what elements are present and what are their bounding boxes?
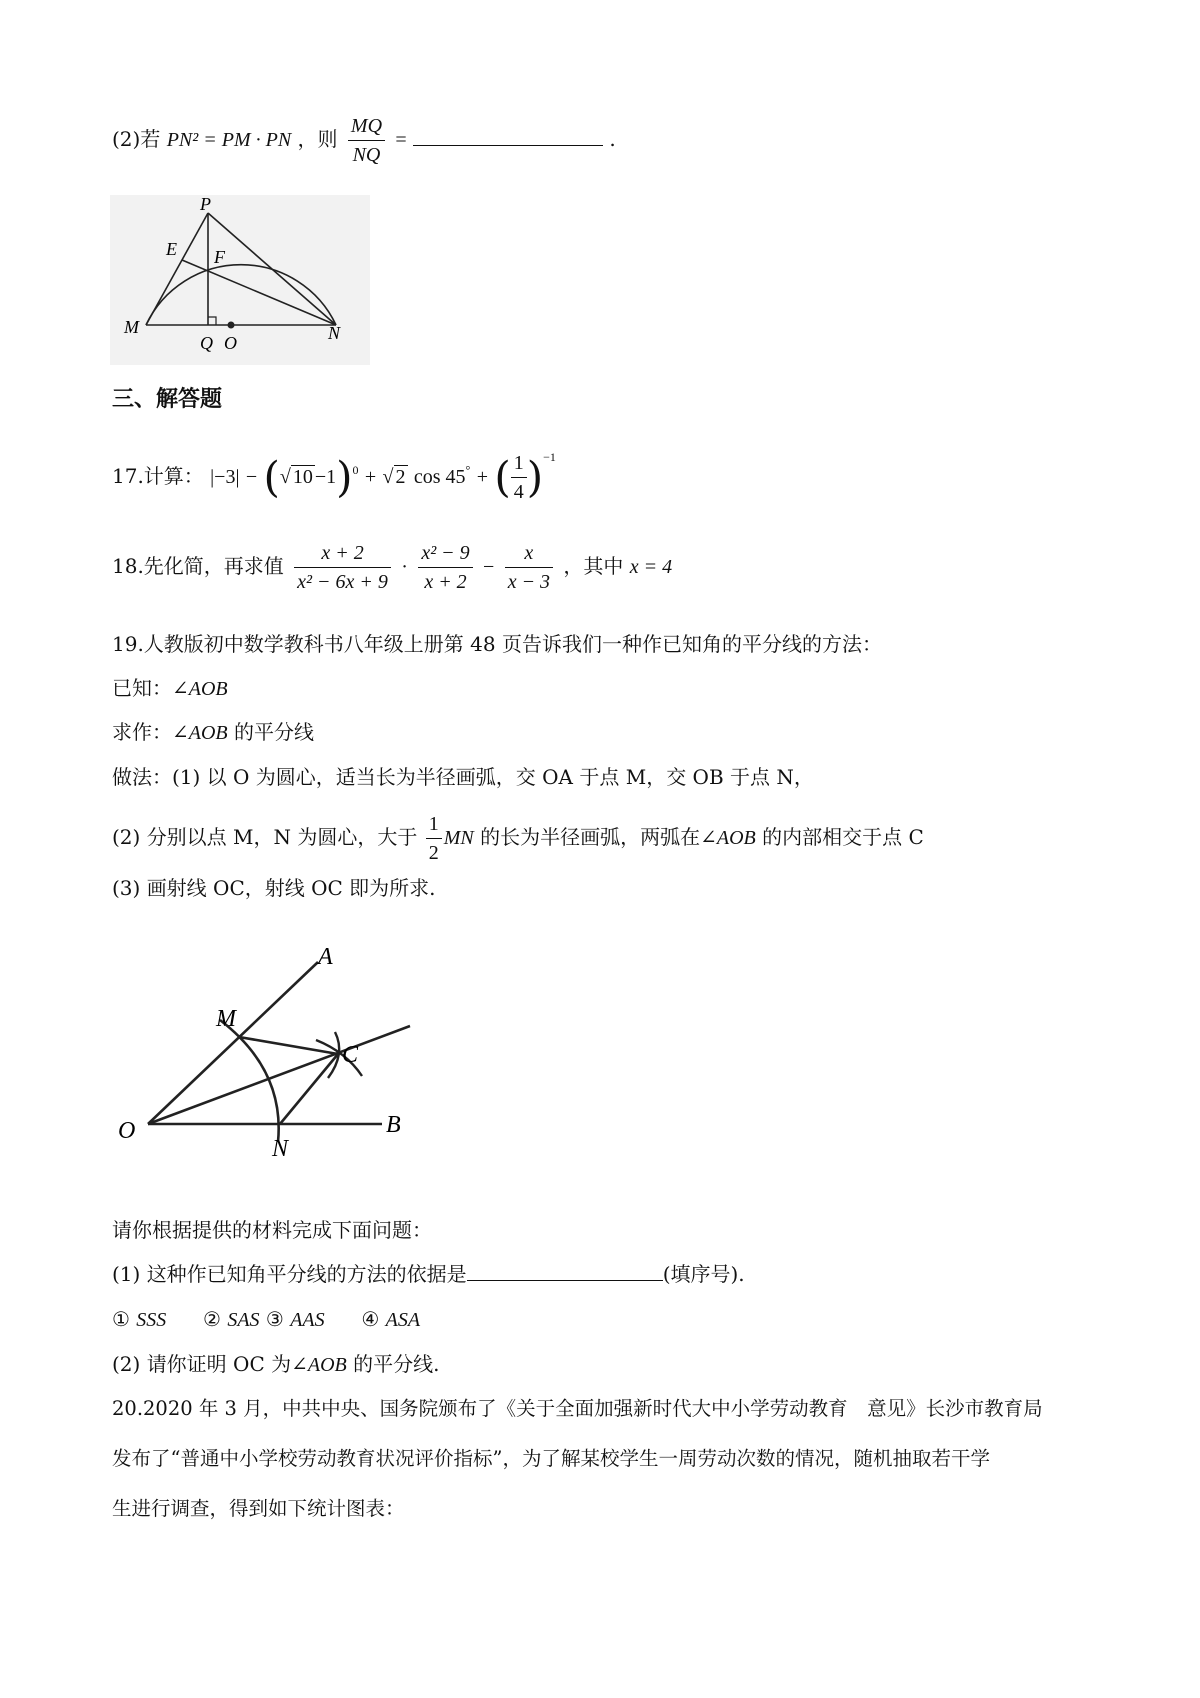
q18-f3-numerator: x xyxy=(505,541,553,568)
q18-fraction-1 xyxy=(294,541,391,594)
q19-step1: 做法：(1) 以 O 为圆心，适当长为半径画弧，交 OA 于点 M，交 OB 于点 N， xyxy=(112,765,814,789)
q19-opt3: AAS xyxy=(290,1309,325,1331)
q17-exp-zero: 0 xyxy=(352,463,359,477)
angle-bisector-figure xyxy=(110,920,430,1180)
label-b: B xyxy=(386,1112,401,1138)
q18-minus: − xyxy=(483,556,495,578)
q17-abs: |−3| xyxy=(210,466,240,488)
q19-opt3-mark: ③ xyxy=(265,1307,284,1331)
label-c: C xyxy=(342,1042,359,1068)
q18-label: 18.先化简，再求值 xyxy=(112,554,284,578)
label-p: P xyxy=(200,195,211,214)
q17-degree: ° xyxy=(465,463,471,477)
label-f: F xyxy=(214,247,225,267)
semicircle-figure xyxy=(110,195,370,365)
q19-ask-tail: 的平分线 xyxy=(227,720,314,744)
q19-prompt: 请你根据提供的材料完成下面问题： xyxy=(112,1218,432,1242)
q17-fraction xyxy=(511,451,527,504)
q17-fraction-numerator: 1 xyxy=(511,451,527,478)
q16-part2-line xyxy=(112,114,616,167)
q19-ask-expr: ∠AOB xyxy=(172,722,228,744)
label-n: N xyxy=(328,323,341,343)
section-heading: 三、解答题 xyxy=(112,387,223,412)
q18-f3-denominator: x − 3 xyxy=(507,571,551,593)
q19-step3: (3) 画射线 OC，射线 OC 即为所求. xyxy=(112,876,436,900)
q18-line xyxy=(112,541,672,594)
q20-line2: 发布了“普通中小学校劳动教育状况评价指标”，为了解某校学生一周劳动次数的情况，随机抽取若干学 xyxy=(112,1447,990,1470)
q19-opt4-mark: ④ xyxy=(361,1307,380,1331)
q19-ask xyxy=(112,720,314,745)
q19-step2-expr: ∠AOB xyxy=(700,827,756,849)
label-a: A xyxy=(318,944,333,970)
q16-fraction-denominator: NQ xyxy=(352,144,381,166)
q17-minus: − xyxy=(245,466,258,488)
label-o: O xyxy=(224,333,237,353)
q16-answer-blank[interactable] xyxy=(413,145,603,146)
ray-oa xyxy=(148,962,318,1124)
q19-step2-numerator: 1 xyxy=(426,812,442,839)
q18-fraction-2 xyxy=(418,541,472,594)
q18-fraction-3 xyxy=(505,541,553,594)
label-n2: N xyxy=(272,1136,289,1162)
q17-label: 17.计算： xyxy=(112,464,204,488)
q17-sqrt2: 2 xyxy=(395,466,406,488)
q19-intro: 19.人教版初中数学教科书八年级上册第 48 页告诉我们一种作已知角的平分线的方法： xyxy=(112,632,882,656)
q19-step2-head: (2) 分别以点 M，N 为圆心，大于 xyxy=(112,825,418,849)
q19-opt1-mark: ① xyxy=(112,1307,130,1331)
q19-known xyxy=(112,676,228,701)
label-m2: M xyxy=(216,1006,236,1032)
q19-part1-tail: (填序号). xyxy=(662,1262,745,1286)
q16-equals: = xyxy=(395,129,407,151)
q19-part2-expr: ∠AOB xyxy=(291,1354,347,1376)
q16-equation: PN² = PM · PN xyxy=(166,129,292,151)
segment-mc xyxy=(239,1037,338,1054)
q17-line: 17.计算： |−3| − (√ 10 −1)$^0$ + √ 2 cos 45° + ( $\frac{1}{4}$ )$^{-1}$ xyxy=(112,450,556,503)
q18-f2-numerator: x² − 9 xyxy=(418,541,472,568)
q19-step2-denominator: 2 xyxy=(428,842,439,864)
q19-ask-label: 求作： xyxy=(112,720,172,744)
q16-comma: ，则 xyxy=(297,127,338,151)
q19-part1 xyxy=(112,1262,745,1286)
q19-known-label: 已知： xyxy=(112,676,172,700)
q19-part1-head: (1) 这种作已知角平分线的方法的依据是 xyxy=(112,1262,467,1286)
q17-plus2: + xyxy=(476,466,488,488)
q16-end: . xyxy=(609,127,616,151)
q16-fraction xyxy=(348,114,385,167)
q19-opt2-mark: ② xyxy=(203,1307,221,1331)
q19-opt2: SAS xyxy=(227,1309,260,1331)
q16-fraction-numerator: MQ xyxy=(348,114,385,141)
q20-line3: 生进行调查，得到如下统计图表： xyxy=(112,1497,405,1520)
q18-where: ，其中 xyxy=(563,554,624,578)
q19-part1-answer-blank[interactable] xyxy=(467,1280,663,1281)
q17-cos: cos 45 xyxy=(413,466,466,488)
q19-opt4: ASA xyxy=(385,1309,421,1331)
label-q: Q xyxy=(200,333,213,353)
q17-exp-neg1: −1 xyxy=(543,450,556,464)
q19-step2-tail: 的内部相交于点 C xyxy=(755,825,924,849)
center-point-o xyxy=(228,322,235,329)
q19-known-expr: ∠AOB xyxy=(172,678,228,700)
label-o2: O xyxy=(118,1118,136,1144)
q19-step2-mn: MN xyxy=(443,827,474,849)
ray-oc xyxy=(148,1026,410,1124)
q16-prefix: (2)若 xyxy=(112,127,161,151)
q19-step2-fraction xyxy=(426,812,442,865)
q18-f1-denominator: x² − 6x + 9 xyxy=(297,571,388,593)
q19-step2 xyxy=(112,812,924,865)
q17-plus1: + xyxy=(364,466,377,488)
q17-fraction-denominator: 4 xyxy=(513,481,524,503)
q18-condition: x = 4 xyxy=(629,556,673,578)
q20-line1: 20.2020 年 3 月，中共中央、国务院颁布了《关于全面加强新时代大中小学劳动教育 意见》长沙市教育局 xyxy=(112,1397,1043,1420)
q18-f2-denominator: x + 2 xyxy=(424,571,467,593)
q19-part2-head: (2) 请你证明 OC 为 xyxy=(112,1352,292,1376)
q17-minus-one: −1 xyxy=(314,466,337,488)
q17-sqrt10: 10 xyxy=(292,466,313,488)
q19-opt1: SSS xyxy=(136,1309,167,1331)
label-m: M xyxy=(124,317,139,337)
q19-options xyxy=(112,1307,420,1332)
label-e: E xyxy=(166,239,177,259)
q19-step2-mid: 的长为半径画弧，两弧在 xyxy=(473,825,701,849)
q19-part2-tail: 的平分线. xyxy=(346,1352,440,1376)
q18-f1-numerator: x + 2 xyxy=(294,541,391,568)
q18-dot: · xyxy=(401,556,408,578)
q19-part2 xyxy=(112,1352,439,1377)
